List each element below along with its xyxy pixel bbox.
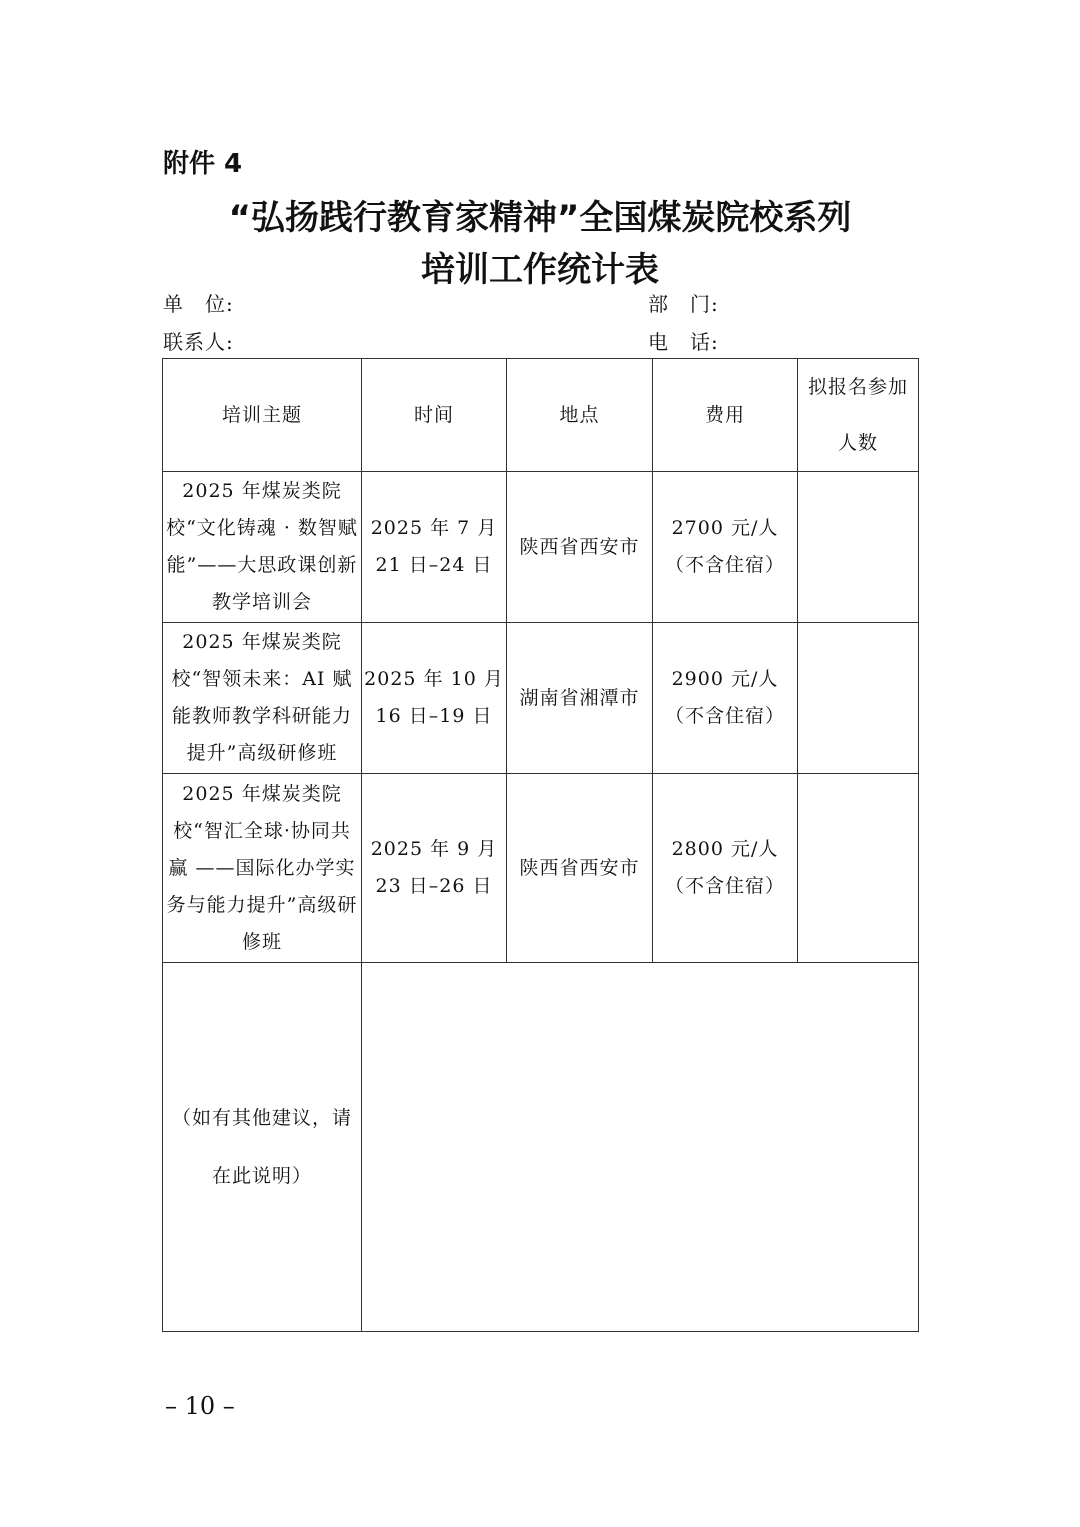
header-fee: 费用 (653, 359, 798, 472)
fee-cell: 2800 元/人（不含住宿） (653, 774, 798, 963)
place-cell: 陕西省西安市 (507, 774, 653, 963)
topic-cell: 2025 年煤炭类院校“智汇全球·协同共赢 ——国际化办学实务与能力提升”高级研修班 (163, 774, 362, 963)
notes-row (163, 963, 919, 1332)
header-time: 时间 (362, 359, 507, 472)
notes-area[interactable] (362, 963, 919, 1332)
topic-cell: 2025 年煤炭类院校“智领未来：AI 赋能教师教学科研能力提升”高级研修班 (163, 623, 362, 774)
table-row (163, 472, 919, 623)
header-topic: 培训主题 (163, 359, 362, 472)
department-field-label: 部 门: (648, 292, 719, 316)
time-cell: 2025 年 7 月 21 日–24 日 (362, 472, 507, 623)
count-cell[interactable] (798, 774, 919, 963)
count-cell[interactable] (798, 472, 919, 623)
table-header-row (163, 359, 919, 472)
title-line-1: “弘扬践行教育家精神”全国煤炭院校系列 (228, 198, 852, 238)
count-cell[interactable] (798, 623, 919, 774)
fee-cell: 2700 元/人（不含住宿） (653, 472, 798, 623)
notes-label: （如有其他建议，请在此说明） (163, 963, 362, 1332)
unit-field-label: 单 位: (163, 292, 234, 316)
title-line-2: 培训工作统计表 (421, 250, 659, 290)
fee-cell: 2900 元/人（不含住宿） (653, 623, 798, 774)
header-place: 地点 (507, 359, 653, 472)
attachment-label: 附件 4 (163, 149, 243, 179)
header-count: 拟报名参加人数 (798, 359, 919, 472)
time-cell: 2025 年 9 月 23 日–26 日 (362, 774, 507, 963)
place-cell: 湖南省湘潭市 (507, 623, 653, 774)
contact-field-label: 联系人: (163, 330, 234, 354)
topic-cell: 2025 年煤炭类院校“文化铸魂 · 数智赋能”——大思政课创新教学培训会 (163, 472, 362, 623)
time-cell: 2025 年 10 月 16 日–19 日 (362, 623, 507, 774)
place-cell: 陕西省西安市 (507, 472, 653, 623)
table-row (163, 774, 919, 963)
page-number: – 10 – (165, 1392, 235, 1420)
table-row (163, 623, 919, 774)
statistics-table (162, 358, 919, 1332)
phone-field-label: 电 话: (648, 330, 719, 354)
